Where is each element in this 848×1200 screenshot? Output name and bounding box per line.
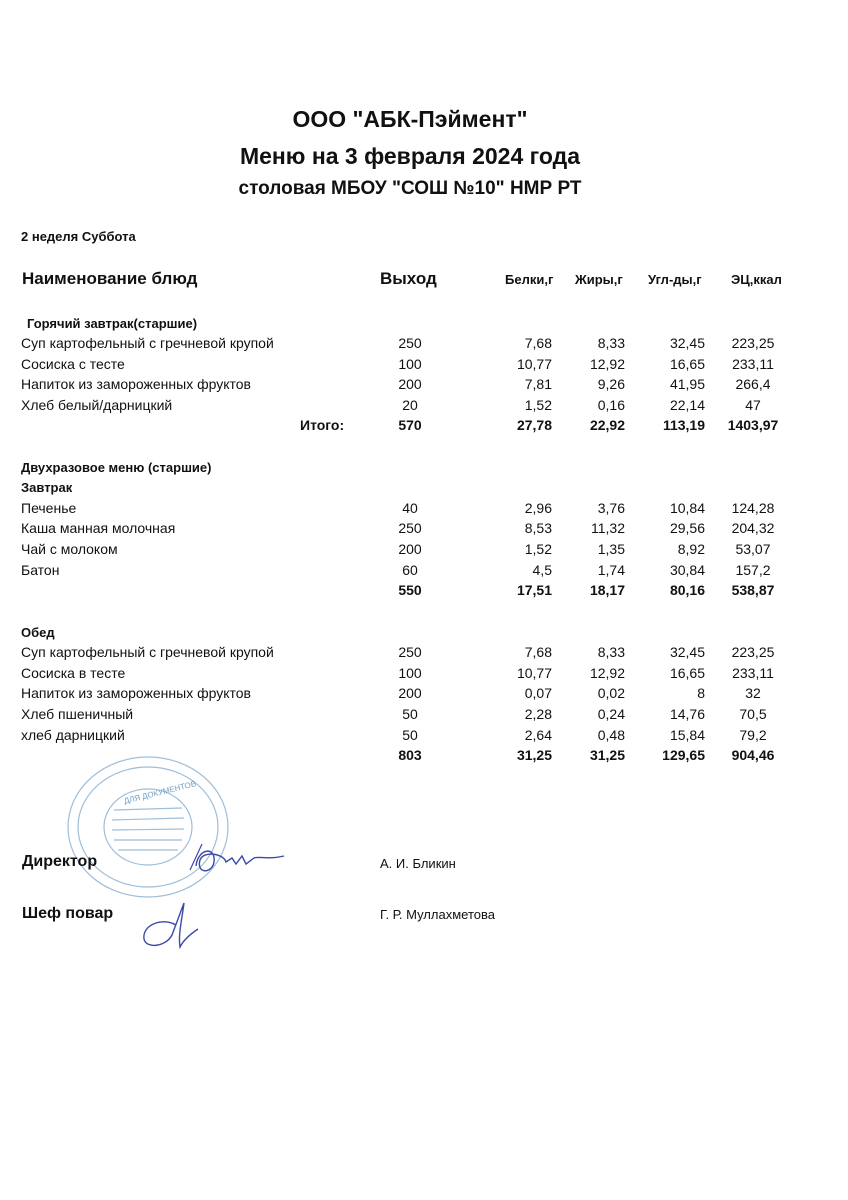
dish-carbs: 32,45 <box>669 644 705 660</box>
dish-fat: 0,16 <box>597 397 625 413</box>
dish-output: 250 <box>398 644 422 660</box>
table-row <box>0 644 848 664</box>
dish-output: 200 <box>398 541 422 557</box>
dish-carbs: 16,65 <box>669 356 705 372</box>
dish-fat: 0,02 <box>597 685 625 701</box>
dish-energy: 233,11 <box>732 665 774 681</box>
dish-fat: 0,24 <box>597 706 625 722</box>
chef-signature <box>132 895 202 955</box>
table-row <box>0 397 848 417</box>
total-energy: 538,87 <box>731 582 775 598</box>
dish-fat: 3,76 <box>597 500 625 516</box>
dish-energy: 79,2 <box>739 727 767 743</box>
dish-fat: 1,74 <box>597 562 625 578</box>
dish-name: Напиток из замороженных фруктов <box>21 685 251 701</box>
col-header-fat: Жиры,г <box>575 272 623 287</box>
dish-energy: 124,28 <box>731 500 775 516</box>
table-row <box>0 706 848 726</box>
dish-protein: 0,07 <box>524 685 552 701</box>
dish-energy: 223,25 <box>731 644 775 660</box>
total-fat: 18,17 <box>589 582 625 598</box>
dish-energy: 233,11 <box>732 356 774 372</box>
dish-protein: 2,64 <box>524 727 552 743</box>
dish-name: Сосиска в тесте <box>21 665 126 681</box>
dish-energy: 53,07 <box>735 541 771 557</box>
dish-name: Печенье <box>21 500 77 516</box>
table-row <box>0 685 848 705</box>
dish-name: хлеб дарницкий <box>21 727 125 743</box>
total-output: 550 <box>398 582 422 598</box>
dish-name: Чай с молоком <box>21 541 118 557</box>
stamp-text: ДЛЯ ДОКУМЕНТОВ <box>123 779 198 806</box>
dish-protein: 1,52 <box>524 541 552 557</box>
chef-name: Г. Р. Муллахметова <box>380 907 495 922</box>
dish-energy: 266,4 <box>735 376 771 392</box>
table-row <box>0 500 848 520</box>
dish-fat: 1,35 <box>597 541 625 557</box>
dish-name: Батон <box>21 562 60 578</box>
dish-output: 50 <box>402 727 418 743</box>
dish-energy: 223,25 <box>731 335 775 351</box>
subsection-title-lunch: Обед <box>21 625 55 640</box>
dish-name: Хлеб белый/дарницкий <box>21 397 173 413</box>
total-row <box>0 417 848 437</box>
total-energy: 1403,97 <box>727 417 779 433</box>
dish-carbs: 30,84 <box>669 562 705 578</box>
dish-fat: 12,92 <box>589 356 625 372</box>
total-protein: 31,25 <box>516 747 552 763</box>
dish-energy: 70,5 <box>739 706 767 722</box>
dish-carbs: 29,56 <box>669 520 705 536</box>
dish-carbs: 22,14 <box>669 397 705 413</box>
company-name: ООО "АБК-Пэймент" <box>292 106 528 132</box>
dish-carbs: 8,92 <box>677 541 705 557</box>
col-header-carbs: Угл-ды,г <box>648 272 702 287</box>
total-output: 803 <box>398 747 422 763</box>
dish-carbs: 32,45 <box>669 335 705 351</box>
total-carbs: 129,65 <box>662 747 705 763</box>
dish-output: 250 <box>398 335 422 351</box>
dish-protein: 8,53 <box>524 520 552 536</box>
total-output: 570 <box>398 417 422 433</box>
page-subtitle: столовая МБОУ "СОШ №10" НМР РТ <box>238 178 582 199</box>
dish-fat: 8,33 <box>597 644 625 660</box>
dish-protein: 10,77 <box>516 356 552 372</box>
table-row <box>0 520 848 540</box>
total-fat: 22,92 <box>589 417 625 433</box>
total-energy: 904,46 <box>731 747 775 763</box>
dish-name: Напиток из замороженных фруктов <box>21 376 251 392</box>
dish-name: Суп картофельный с гречневой крупой <box>21 644 274 660</box>
dish-protein: 4,5 <box>532 562 552 578</box>
total-row <box>0 582 848 602</box>
dish-fat: 0,48 <box>597 727 625 743</box>
dish-carbs: 8 <box>697 685 705 701</box>
table-row <box>0 727 848 747</box>
dish-name: Суп картофельный с гречневой крупой <box>21 335 274 351</box>
dish-carbs: 41,95 <box>669 376 705 392</box>
col-header-energy: ЭЦ,ккал <box>731 272 782 287</box>
table-row <box>0 356 848 376</box>
dish-output: 200 <box>398 376 422 392</box>
dish-fat: 8,33 <box>597 335 625 351</box>
total-label: Итого: <box>300 417 345 433</box>
dish-energy: 204,32 <box>731 520 775 536</box>
dish-fat: 12,92 <box>589 665 625 681</box>
table-row <box>0 665 848 685</box>
dish-output: 250 <box>398 520 422 536</box>
dish-fat: 9,26 <box>597 376 625 392</box>
col-header-protein: Белки,г <box>505 272 554 287</box>
total-carbs: 80,16 <box>669 582 705 598</box>
dish-carbs: 15,84 <box>669 727 705 743</box>
dish-fat: 11,32 <box>591 520 625 536</box>
director-name: А. И. Бликин <box>380 856 456 871</box>
chef-role: Шеф повар <box>22 905 114 922</box>
subsection-title-breakfast: Завтрак <box>21 480 73 495</box>
table-row <box>0 541 848 561</box>
page-title: Меню на 3 февраля 2024 года <box>239 143 581 169</box>
dish-carbs: 16,65 <box>669 665 705 681</box>
dish-name: Сосиска с тесте <box>21 356 125 372</box>
dish-protein: 10,77 <box>516 665 552 681</box>
table-row <box>0 562 848 582</box>
dish-protein: 7,68 <box>524 335 552 351</box>
dish-output: 200 <box>398 685 422 701</box>
dish-output: 100 <box>398 665 422 681</box>
dish-protein: 2,28 <box>524 706 552 722</box>
director-role: Директор <box>22 853 98 870</box>
dish-output: 40 <box>402 500 418 516</box>
week-label: 2 неделя Суббота <box>21 229 136 244</box>
total-fat: 31,25 <box>589 747 625 763</box>
dish-protein: 1,52 <box>524 397 552 413</box>
dish-carbs: 14,76 <box>669 706 705 722</box>
dish-protein: 7,81 <box>524 376 552 392</box>
dish-protein: 2,96 <box>524 500 552 516</box>
dish-output: 100 <box>398 356 422 372</box>
section-title-hot-breakfast: Горячий завтрак(старшие) <box>27 316 198 331</box>
col-header-output: Выход <box>380 269 437 288</box>
table-row <box>0 335 848 355</box>
dish-output: 50 <box>402 706 418 722</box>
dish-energy: 32 <box>745 685 761 701</box>
col-header-name: Наименование блюд <box>22 269 198 288</box>
dish-energy: 157,2 <box>735 562 771 578</box>
dish-output: 20 <box>402 397 418 413</box>
total-carbs: 113,19 <box>662 417 705 433</box>
director-signature <box>188 840 288 880</box>
section-title-two-meal: Двухразовое меню (старшие) <box>21 460 212 475</box>
dish-name: Каша манная молочная <box>21 520 176 536</box>
dish-carbs: 10,84 <box>669 500 705 516</box>
table-row <box>0 376 848 396</box>
total-protein: 17,51 <box>516 582 552 598</box>
total-protein: 27,78 <box>516 417 552 433</box>
dish-output: 60 <box>402 562 418 578</box>
dish-protein: 7,68 <box>524 644 552 660</box>
dish-energy: 47 <box>745 397 761 413</box>
dish-name: Хлеб пшеничный <box>21 706 134 722</box>
